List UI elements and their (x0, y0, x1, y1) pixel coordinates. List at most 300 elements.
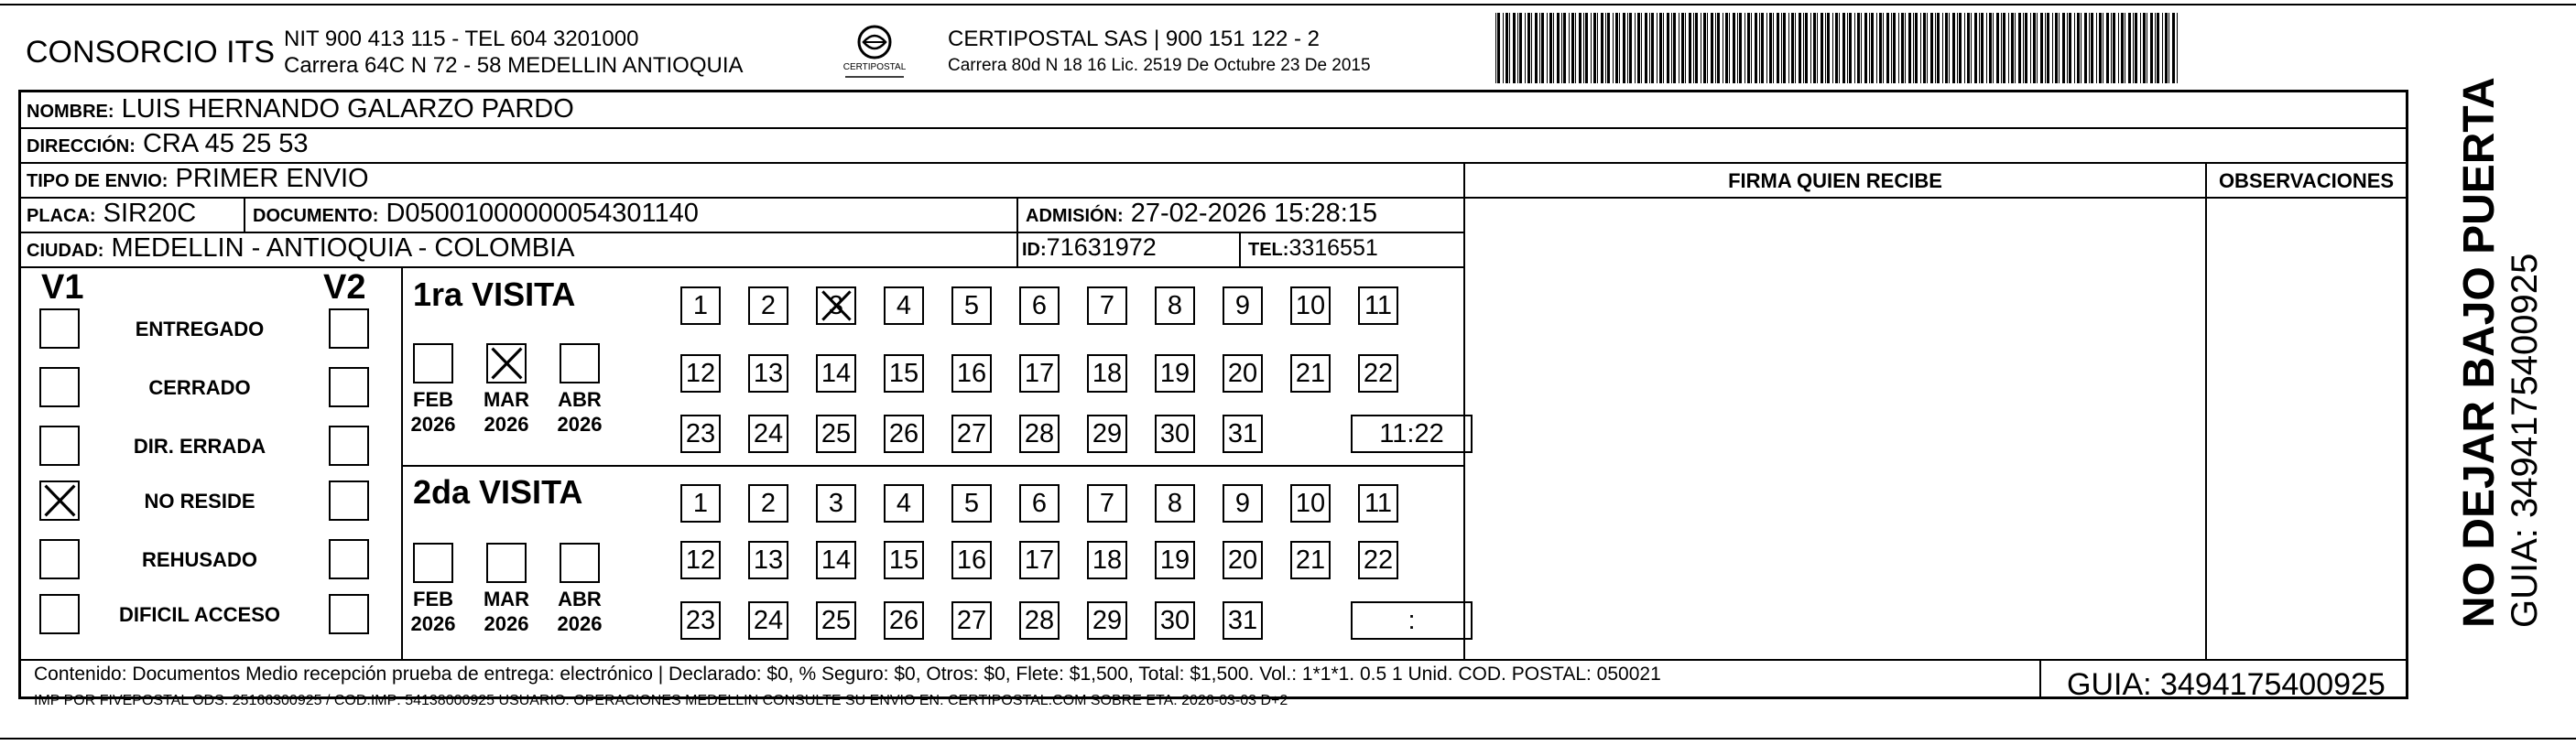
status-label: DIFICIL ACCESO (118, 603, 280, 626)
day-box[interactable] (816, 601, 856, 640)
day-box[interactable] (748, 286, 788, 325)
barcode-bar (1920, 13, 1921, 83)
day-number: 3 (828, 291, 844, 320)
status-v2-checkbox[interactable] (329, 426, 369, 466)
day-box[interactable] (1358, 286, 1398, 325)
barcode-bar (1857, 13, 1860, 83)
placa-field (27, 199, 196, 229)
barcode-bar (1717, 13, 1720, 83)
day-box[interactable] (748, 415, 788, 453)
barcode-bar (1739, 13, 1742, 83)
day-number: 11 (1364, 291, 1393, 320)
day-box[interactable] (951, 286, 992, 325)
day-box[interactable] (951, 415, 992, 453)
day-box[interactable] (748, 484, 788, 523)
day-box[interactable] (680, 286, 721, 325)
barcode-bar (1989, 13, 1992, 83)
day-box[interactable] (1087, 484, 1127, 523)
barcode-bar (1930, 13, 1933, 83)
barcode-bar (1561, 13, 1562, 83)
barcode-bar (1659, 13, 1662, 83)
status-label: CERRADO (148, 376, 251, 399)
barcode-bar (1495, 13, 1496, 83)
day-number: 1 (692, 291, 709, 320)
day-number: 18 (1092, 359, 1123, 388)
admision-value: 27-02-2026 15:28:15 (1130, 199, 1378, 228)
barcode-bar (1945, 13, 1948, 83)
month-year: 2026 (557, 413, 603, 436)
barcode-bar (1637, 13, 1640, 83)
month-label (548, 387, 612, 437)
day-number: 4 (896, 489, 912, 518)
barcode-bar (2099, 13, 2102, 83)
barcode-bar (1737, 13, 1738, 83)
barcode-bar (2055, 13, 2058, 83)
barcode-bar (1957, 13, 1958, 83)
day-number: 16 (956, 359, 987, 388)
month-year: 2026 (410, 413, 456, 436)
day-box[interactable] (1087, 601, 1127, 640)
day-box[interactable] (748, 541, 788, 579)
time-field[interactable]: : (1351, 601, 1473, 640)
day-number: 5 (963, 291, 980, 320)
barcode-bar (1766, 13, 1767, 83)
barcode-bar (1569, 13, 1570, 83)
barcode-bar (2011, 13, 2014, 83)
month-checkbox[interactable] (486, 543, 527, 583)
barcode-bar (2030, 13, 2031, 83)
day-number: 23 (685, 419, 716, 448)
barcode-bar (1908, 13, 1911, 83)
barcode-bar (1949, 13, 1950, 83)
barcode-bar (2015, 13, 2016, 83)
rule (21, 659, 2406, 661)
day-number: 8 (1167, 489, 1183, 518)
day-box[interactable] (1290, 286, 1331, 325)
day-box[interactable] (1019, 484, 1060, 523)
day-box[interactable] (884, 601, 924, 640)
tipo-envio-label: TIPO DE ENVIO: (27, 171, 168, 191)
barcode-bar (1761, 13, 1764, 83)
barcode-bar (2140, 13, 2141, 83)
barcode-bar (1935, 13, 1936, 83)
status-v1-checkbox[interactable] (39, 539, 80, 579)
barcode-bar (1657, 13, 1658, 83)
month-checkbox[interactable] (560, 343, 600, 383)
rule (2039, 659, 2041, 699)
month-name: MAR (483, 588, 530, 610)
day-box[interactable] (951, 541, 992, 579)
barcode-bar (1942, 13, 1943, 83)
barcode-bar (2111, 13, 2112, 83)
barcode-bar (1641, 13, 1642, 83)
day-box[interactable] (680, 354, 721, 393)
barcode-bar (1667, 13, 1669, 83)
day-box[interactable] (951, 484, 992, 523)
month-label (474, 387, 538, 437)
status-v1-checkbox[interactable] (39, 308, 80, 349)
barcode-bar (1615, 13, 1618, 83)
barcode-bar (1503, 13, 1504, 83)
day-number: 5 (963, 489, 980, 518)
day-number: 15 (888, 545, 919, 575)
barcode-bar (1689, 13, 1691, 83)
status-v1-checkbox[interactable] (39, 367, 80, 407)
barcode-bar (2047, 13, 2049, 83)
day-box[interactable] (1223, 601, 1263, 640)
day-number: 31 (1227, 606, 1258, 635)
barcode-bar (1810, 13, 1811, 83)
observaciones-header: OBSERVACIONES (2218, 169, 2395, 192)
barcode-bar (2077, 13, 2080, 83)
day-box[interactable] (1290, 354, 1331, 393)
status-v2-checkbox[interactable] (329, 480, 369, 521)
day-box[interactable] (1019, 601, 1060, 640)
barcode-bar (1886, 13, 1889, 83)
barcode-bar (1773, 13, 1774, 83)
barcode-bar (1681, 13, 1684, 83)
rule (1239, 232, 1241, 266)
day-number: 13 (753, 545, 784, 575)
barcode-bar (1827, 13, 1830, 83)
day-number: 25 (821, 419, 852, 448)
month-label (401, 387, 465, 437)
day-box[interactable] (1019, 286, 1060, 325)
admision-field (1026, 199, 1377, 229)
placa-value: SIR20C (103, 199, 197, 228)
nombre-field (27, 94, 574, 124)
barcode-bar (1575, 13, 1576, 83)
barcode-bar (2089, 13, 2090, 83)
barcode-bar (1747, 13, 1750, 83)
day-box[interactable] (884, 484, 924, 523)
ciudad-field (27, 233, 575, 264)
barcode-bar (1729, 13, 1730, 83)
month-checkbox[interactable] (560, 543, 600, 583)
barcode-bar (2128, 13, 2131, 83)
barcode-bar (1553, 13, 1554, 83)
month-year: 2026 (484, 413, 529, 436)
rule (401, 465, 1463, 467)
barcode-bar (1788, 13, 1789, 83)
day-number: 16 (956, 545, 987, 575)
status-v2-checkbox[interactable] (329, 594, 369, 634)
day-number: 1 (692, 489, 709, 518)
barcode-bar (1861, 13, 1862, 83)
documento-label: DOCUMENTO: (253, 206, 379, 226)
barcode-bar (1505, 13, 1508, 83)
barcode-bar (1803, 13, 1804, 83)
day-box[interactable] (1019, 541, 1060, 579)
rule (244, 197, 245, 232)
barcode-bar (2001, 13, 2002, 83)
barcode-bar (1525, 13, 1526, 83)
barcode-bar (1791, 13, 1794, 83)
day-number: 17 (1024, 545, 1055, 575)
status-v1-checkbox[interactable] (39, 594, 80, 634)
barcode-bar (1842, 13, 1845, 83)
day-number: 22 (1363, 359, 1394, 388)
day-box[interactable] (1155, 354, 1195, 393)
direccion-field (27, 129, 309, 159)
day-box[interactable] (1358, 354, 1398, 393)
barcode-bar (1871, 13, 1874, 83)
footer-content-line: Contenido: Documentos Medio recepción prueba de entrega: electrónico | Declarado: $0, % Seguro: $0, Otros: $0, Flete: $1,500, Total: $1,500. Vol.: 1*1*1. 0.5 1 Unid. COD. POSTAL: 050021 (34, 664, 1661, 685)
barcode-bar (1981, 13, 1984, 83)
month-checkbox[interactable] (413, 343, 453, 383)
status-v1-checkbox[interactable] (39, 480, 80, 521)
month-name: MAR (483, 388, 530, 411)
day-box[interactable] (1087, 415, 1127, 453)
barcode-bar (1898, 13, 1899, 83)
day-box[interactable] (1087, 286, 1127, 325)
day-number: 28 (1024, 419, 1055, 448)
barcode-bar (2143, 13, 2146, 83)
day-box[interactable] (884, 541, 924, 579)
day-box[interactable] (748, 354, 788, 393)
status-v1-checkbox[interactable] (39, 426, 80, 466)
day-box[interactable] (1087, 354, 1127, 393)
barcode-bar (2062, 13, 2065, 83)
barcode-bar (2121, 13, 2124, 83)
day-box[interactable] (1358, 541, 1398, 579)
barcode-bar (2037, 13, 2038, 83)
status-v2-checkbox[interactable] (329, 367, 369, 407)
barcode-bar (1913, 13, 1914, 83)
day-number: 27 (956, 606, 987, 635)
day-box[interactable] (1290, 484, 1331, 523)
id-field (1022, 233, 1157, 262)
month-name: ABR (558, 388, 602, 411)
day-box[interactable] (816, 286, 856, 325)
day-box[interactable] (884, 354, 924, 393)
barcode-bar (1703, 13, 1706, 83)
month-name: ABR (558, 588, 602, 610)
day-box[interactable] (816, 354, 856, 393)
barcode-bar (2133, 13, 2134, 83)
barcode-bar (1864, 13, 1867, 83)
barcode-bar (1601, 13, 1603, 83)
visit1-title: 1ra VISITA (413, 275, 576, 313)
day-box[interactable] (1223, 541, 1263, 579)
barcode-bar (1497, 13, 1500, 83)
barcode-bar (2067, 13, 2068, 83)
month-year: 2026 (410, 612, 456, 635)
barcode-bar (1547, 13, 1548, 83)
barcode-bar (1539, 13, 1540, 83)
barcode-bar (1879, 13, 1882, 83)
day-number: 2 (760, 291, 777, 320)
day-number: 22 (1363, 545, 1394, 575)
day-box[interactable] (1155, 541, 1195, 579)
company-name: CONSORCIO ITS (26, 35, 276, 70)
day-box[interactable] (748, 601, 788, 640)
day-number: 9 (1234, 489, 1251, 518)
day-box[interactable] (1290, 541, 1331, 579)
day-box[interactable] (680, 415, 721, 453)
barcode-bar (2025, 13, 2027, 83)
barcode-bar (1591, 13, 1592, 83)
day-number: 29 (1092, 606, 1123, 635)
tipo-envio-field (27, 164, 369, 194)
barcode-bar (1832, 13, 1833, 83)
id-label: ID: (1022, 240, 1047, 260)
barcode-bar (1673, 13, 1676, 83)
status-label: REHUSADO (142, 548, 257, 571)
day-number: 4 (896, 291, 912, 320)
barcode-bar (1541, 13, 1544, 83)
day-box[interactable] (680, 541, 721, 579)
barcode-bar (1893, 13, 1896, 83)
day-box[interactable] (1358, 484, 1398, 523)
check-x-icon (488, 345, 525, 382)
day-box[interactable] (816, 484, 856, 523)
day-box[interactable] (816, 415, 856, 453)
barcode-bar (1527, 13, 1530, 83)
barcode-bar (2059, 13, 2060, 83)
time-field[interactable]: 11:22 (1351, 415, 1473, 453)
barcode-bar (1597, 13, 1598, 83)
barcode-bar (1715, 13, 1716, 83)
barcode-bar (1817, 13, 1818, 83)
barcode-bar (1755, 13, 1757, 83)
barcode-bar (1915, 13, 1918, 83)
barcode-bar (1531, 13, 1532, 83)
barcode-bar (1974, 13, 1977, 83)
barcode-bar (1535, 13, 1538, 83)
day-box[interactable] (1155, 601, 1195, 640)
ciudad-label: CIUDAD: (27, 241, 104, 261)
day-number: 9 (1234, 291, 1251, 320)
day-box[interactable] (816, 541, 856, 579)
barcode-bar (1627, 13, 1628, 83)
barcode-bar (1707, 13, 1708, 83)
side-warning: NO DEJAR BAJO PUERTA (2455, 77, 2504, 628)
day-box[interactable] (884, 415, 924, 453)
day-box[interactable] (1223, 354, 1263, 393)
barcode-bar (1777, 13, 1779, 83)
day-number: 6 (1031, 489, 1048, 518)
day-box[interactable] (1155, 286, 1195, 325)
day-number: 24 (753, 606, 784, 635)
day-box[interactable] (1223, 415, 1263, 453)
id-value: 71631972 (1046, 233, 1157, 261)
day-number: 30 (1159, 419, 1190, 448)
month-checkbox[interactable] (413, 543, 453, 583)
day-box[interactable] (951, 601, 992, 640)
side-notice (2454, 77, 2546, 628)
barcode-bar (2150, 13, 2153, 83)
barcode-bar (1733, 13, 1735, 83)
barcode-bar (2023, 13, 2024, 83)
day-number: 20 (1227, 359, 1258, 388)
check-x-icon (818, 288, 854, 323)
day-number: 24 (753, 419, 784, 448)
visit2-title: 2da VISITA (413, 473, 583, 511)
barcode-bar (1927, 13, 1928, 83)
tel-label: TEL: (1248, 240, 1289, 260)
barcode-bar (2018, 13, 2021, 83)
rule (2205, 162, 2207, 659)
day-number: 19 (1159, 545, 1190, 575)
barcode-bar (1901, 13, 1904, 83)
rule (1463, 162, 1465, 659)
month-label (548, 587, 612, 636)
top-rule (0, 4, 2576, 5)
nombre-value: LUIS HERNANDO GALARZO PARDO (121, 94, 574, 124)
day-box[interactable] (951, 354, 992, 393)
status-label: NO RESIDE (144, 490, 255, 513)
barcode-bar (1799, 13, 1801, 83)
barcode-bar (2084, 13, 2087, 83)
barcode-bar (1517, 13, 1518, 83)
day-number: 6 (1031, 291, 1048, 320)
nit-line: NIT 900 413 115 - TEL 604 3201000 (284, 27, 639, 51)
day-number: 15 (888, 359, 919, 388)
day-box[interactable] (680, 484, 721, 523)
day-box[interactable] (680, 601, 721, 640)
day-number: 28 (1024, 606, 1055, 635)
day-number: 10 (1295, 489, 1326, 518)
day-number: 13 (753, 359, 784, 388)
ciudad-value: MEDELLIN - ANTIOQUIA - COLOMBIA (111, 233, 575, 263)
status-v2-checkbox[interactable] (329, 539, 369, 579)
nombre-label: NOMBRE: (27, 102, 114, 122)
footer-print-line: IMP POR FIVEPOSTAL ODS: 25166300925 / COD.IMP: 54138000925 USUARIO: OPERACIONES MEDELLIN CONSULTE SU ENVIO EN: CERTIPOSTAL.COM SOBRE ETA: 2026-03-03 D+2 (34, 693, 1288, 708)
month-name: FEB (413, 388, 453, 411)
barcode-bar (2162, 13, 2163, 83)
barcode-bar (2045, 13, 2046, 83)
barcode-bar (1645, 13, 1647, 83)
barcode (1495, 13, 2179, 83)
day-box[interactable] (1019, 415, 1060, 453)
barcode-bar (2074, 13, 2075, 83)
rule (21, 162, 2406, 164)
day-box[interactable] (1223, 286, 1263, 325)
status-v2-checkbox[interactable] (329, 308, 369, 349)
barcode-bar (1835, 13, 1838, 83)
day-box[interactable] (1155, 484, 1195, 523)
day-number: 23 (685, 606, 716, 635)
day-box[interactable] (884, 286, 924, 325)
bottom-rule (0, 738, 2576, 740)
day-number: 27 (956, 419, 987, 448)
month-checkbox[interactable] (486, 343, 527, 383)
barcode-bar (1619, 13, 1620, 83)
barcode-bar (1579, 13, 1581, 83)
day-box[interactable] (1155, 415, 1195, 453)
day-number: 12 (685, 545, 716, 575)
barcode-bar (1891, 13, 1892, 83)
barcode-bar (1759, 13, 1760, 83)
barcode-bar (2113, 13, 2115, 83)
barcode-bar (1986, 13, 1987, 83)
day-number: 25 (821, 606, 852, 635)
barcode-bar (2008, 13, 2009, 83)
day-number: 7 (1099, 489, 1115, 518)
barcode-bar (1751, 13, 1752, 83)
barcode-bar (1993, 13, 1994, 83)
barcode-bar (2106, 13, 2109, 83)
day-box[interactable] (1087, 541, 1127, 579)
barcode-bar (2069, 13, 2071, 83)
barcode-bar (1509, 13, 1510, 83)
barcode-bar (1693, 13, 1694, 83)
barcode-bar (1996, 13, 1999, 83)
day-box[interactable] (1019, 354, 1060, 393)
month-year: 2026 (557, 612, 603, 635)
day-box[interactable] (1223, 484, 1263, 523)
